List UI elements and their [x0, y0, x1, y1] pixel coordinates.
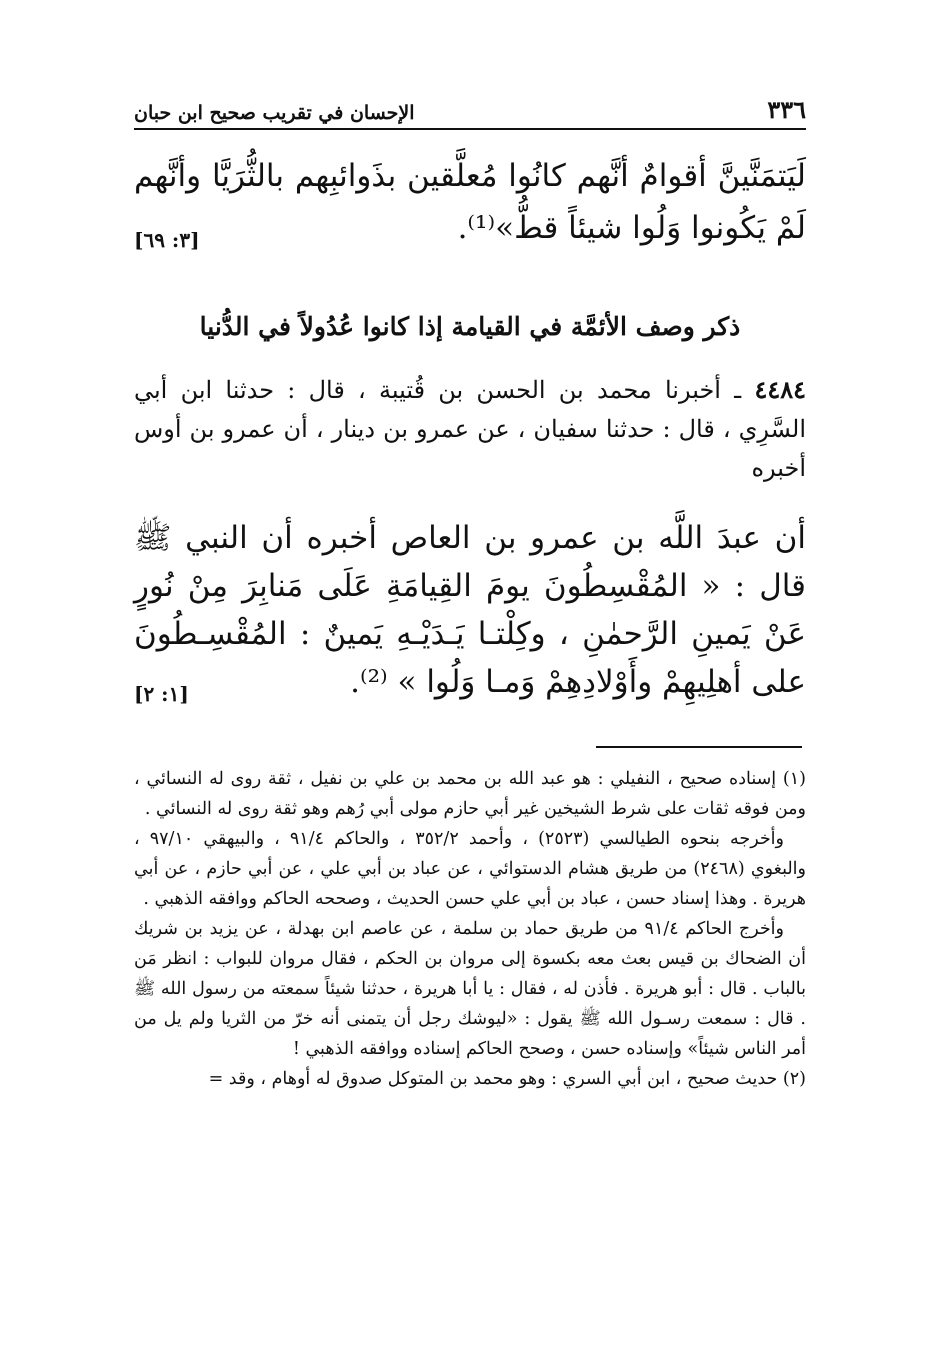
footnote-1-paragraph-1: (١) إسناده صحيح ، النفيلي : هو عبد الله بن محمد بن علي بن نفيل ، ثقة روى له النسائي ، ومن فوقه ثقات على شرط الشيخين غير أبي حازم مولى أبي رُهم وهو ثقة روى له النسائي .: [134, 769, 806, 819]
footnote-1-paragraph-2: وأخرجه بنحوه الطيالسي (٢٥٢٣) ، وأحمد ٣٥٢/٢ ، والحاكم ٩١/٤ ، والبيهقي ٩٧/١٠ ، والبغوي (٢٤٦٨) من طريق هشام الدستوائي ، عن عباد بن أبي علي ، عن أبي حازم ، عن أبي هريرة . وهذا إسناد حسن ، عباد بن أبي علي حسن الحديث ، وصححه الحاكم ووافقه الذهبي .: [134, 829, 806, 909]
continuation-text: [134, 150, 806, 254]
page-header: [134, 96, 806, 130]
section-heading: ذكر وصف الأئمَّة في القيامة إذا كانوا عُدُولاً في الدُّنيا: [199, 312, 741, 341]
footnotes: [134, 764, 806, 1094]
book-title: الإحسان في تقريب صحيح ابن حبان: [134, 102, 415, 124]
footnote-2: (٢) حديث صحيح ، ابن أبي السري : وهو محمد بن المتوكل صدوق له أوهام ، وقد =: [208, 1069, 806, 1089]
hadith-reference: [١: ٢]: [134, 682, 189, 706]
hadith-isnad: ـ أخبرنا محمد بن الحسن بن قُتيبة ، قال : حدثنا ابن أبي السَّرِي ، قال : حدثنا سفيان ، عن عمرو بن دينار ، أن عمرو بن أوس أخبره: [134, 376, 806, 482]
hadith-number: ٤٤٨٤: [754, 375, 806, 404]
footnote-divider: [596, 746, 802, 748]
page-number: ٣٣٦: [767, 95, 806, 124]
hadith-matn-text: أن عبدَ اللَّه بن عمرو بن العاص أخبره أن النبي ﷺ قال : « المُقْسِطُونَ يومَ القِيامَةِ عَلَى مَنابِرَ مِنْ نُورٍ عَنْ يَمينِ الرَّحمٰنِ ، وكِلْتـا يَـدَيْـهِ يَمينٌ : المُقْسِـطُونَ على أهلِيهِمْ وأَوْلادِهِمْ وَمـا وَلُوا » ⁽²⁾.: [134, 520, 806, 700]
hadith-chain: [134, 370, 806, 488]
continuation-reference: [٣: ٦٩]: [134, 228, 200, 252]
hadith-matn: [134, 514, 806, 706]
continuation-body: لَيَتمَنَّينَّ أقوامٌ أنَّهم كانُوا مُعلَّقين بذَوائبِهم بالثُّرَيَّا وأنَّهم لَمْ يَكُونوا وَلُوا شيئاً قطُّ»⁽¹⁾.: [134, 158, 806, 246]
footnote-1-paragraph-3: وأخرج الحاكم ٩١/٤ من طريق حماد بن سلمة ، عن عاصم ابن بهدلة ، عن يزيد بن شريك أن الضحاك بن قيس بعث معه بكسوة إلى مروان بن الحكم ، فقال مروان للبواب : انظر مَن بالباب . قال : أبو هريرة . فأذن له ، فقال : يا أبا هريرة ، حدثنا شيئاً سمعته من رسول الله ﷺ . قال : سمعت رسـول الله ﷺ يقول : «ليوشك رجل أن يتمنى أنه خرّ من الثريا ولم يل من أمر الناس شيئاً» وإسناده حسن ، وصحح الحاكم إسناده ووافقه الذهبي !: [134, 919, 806, 1059]
